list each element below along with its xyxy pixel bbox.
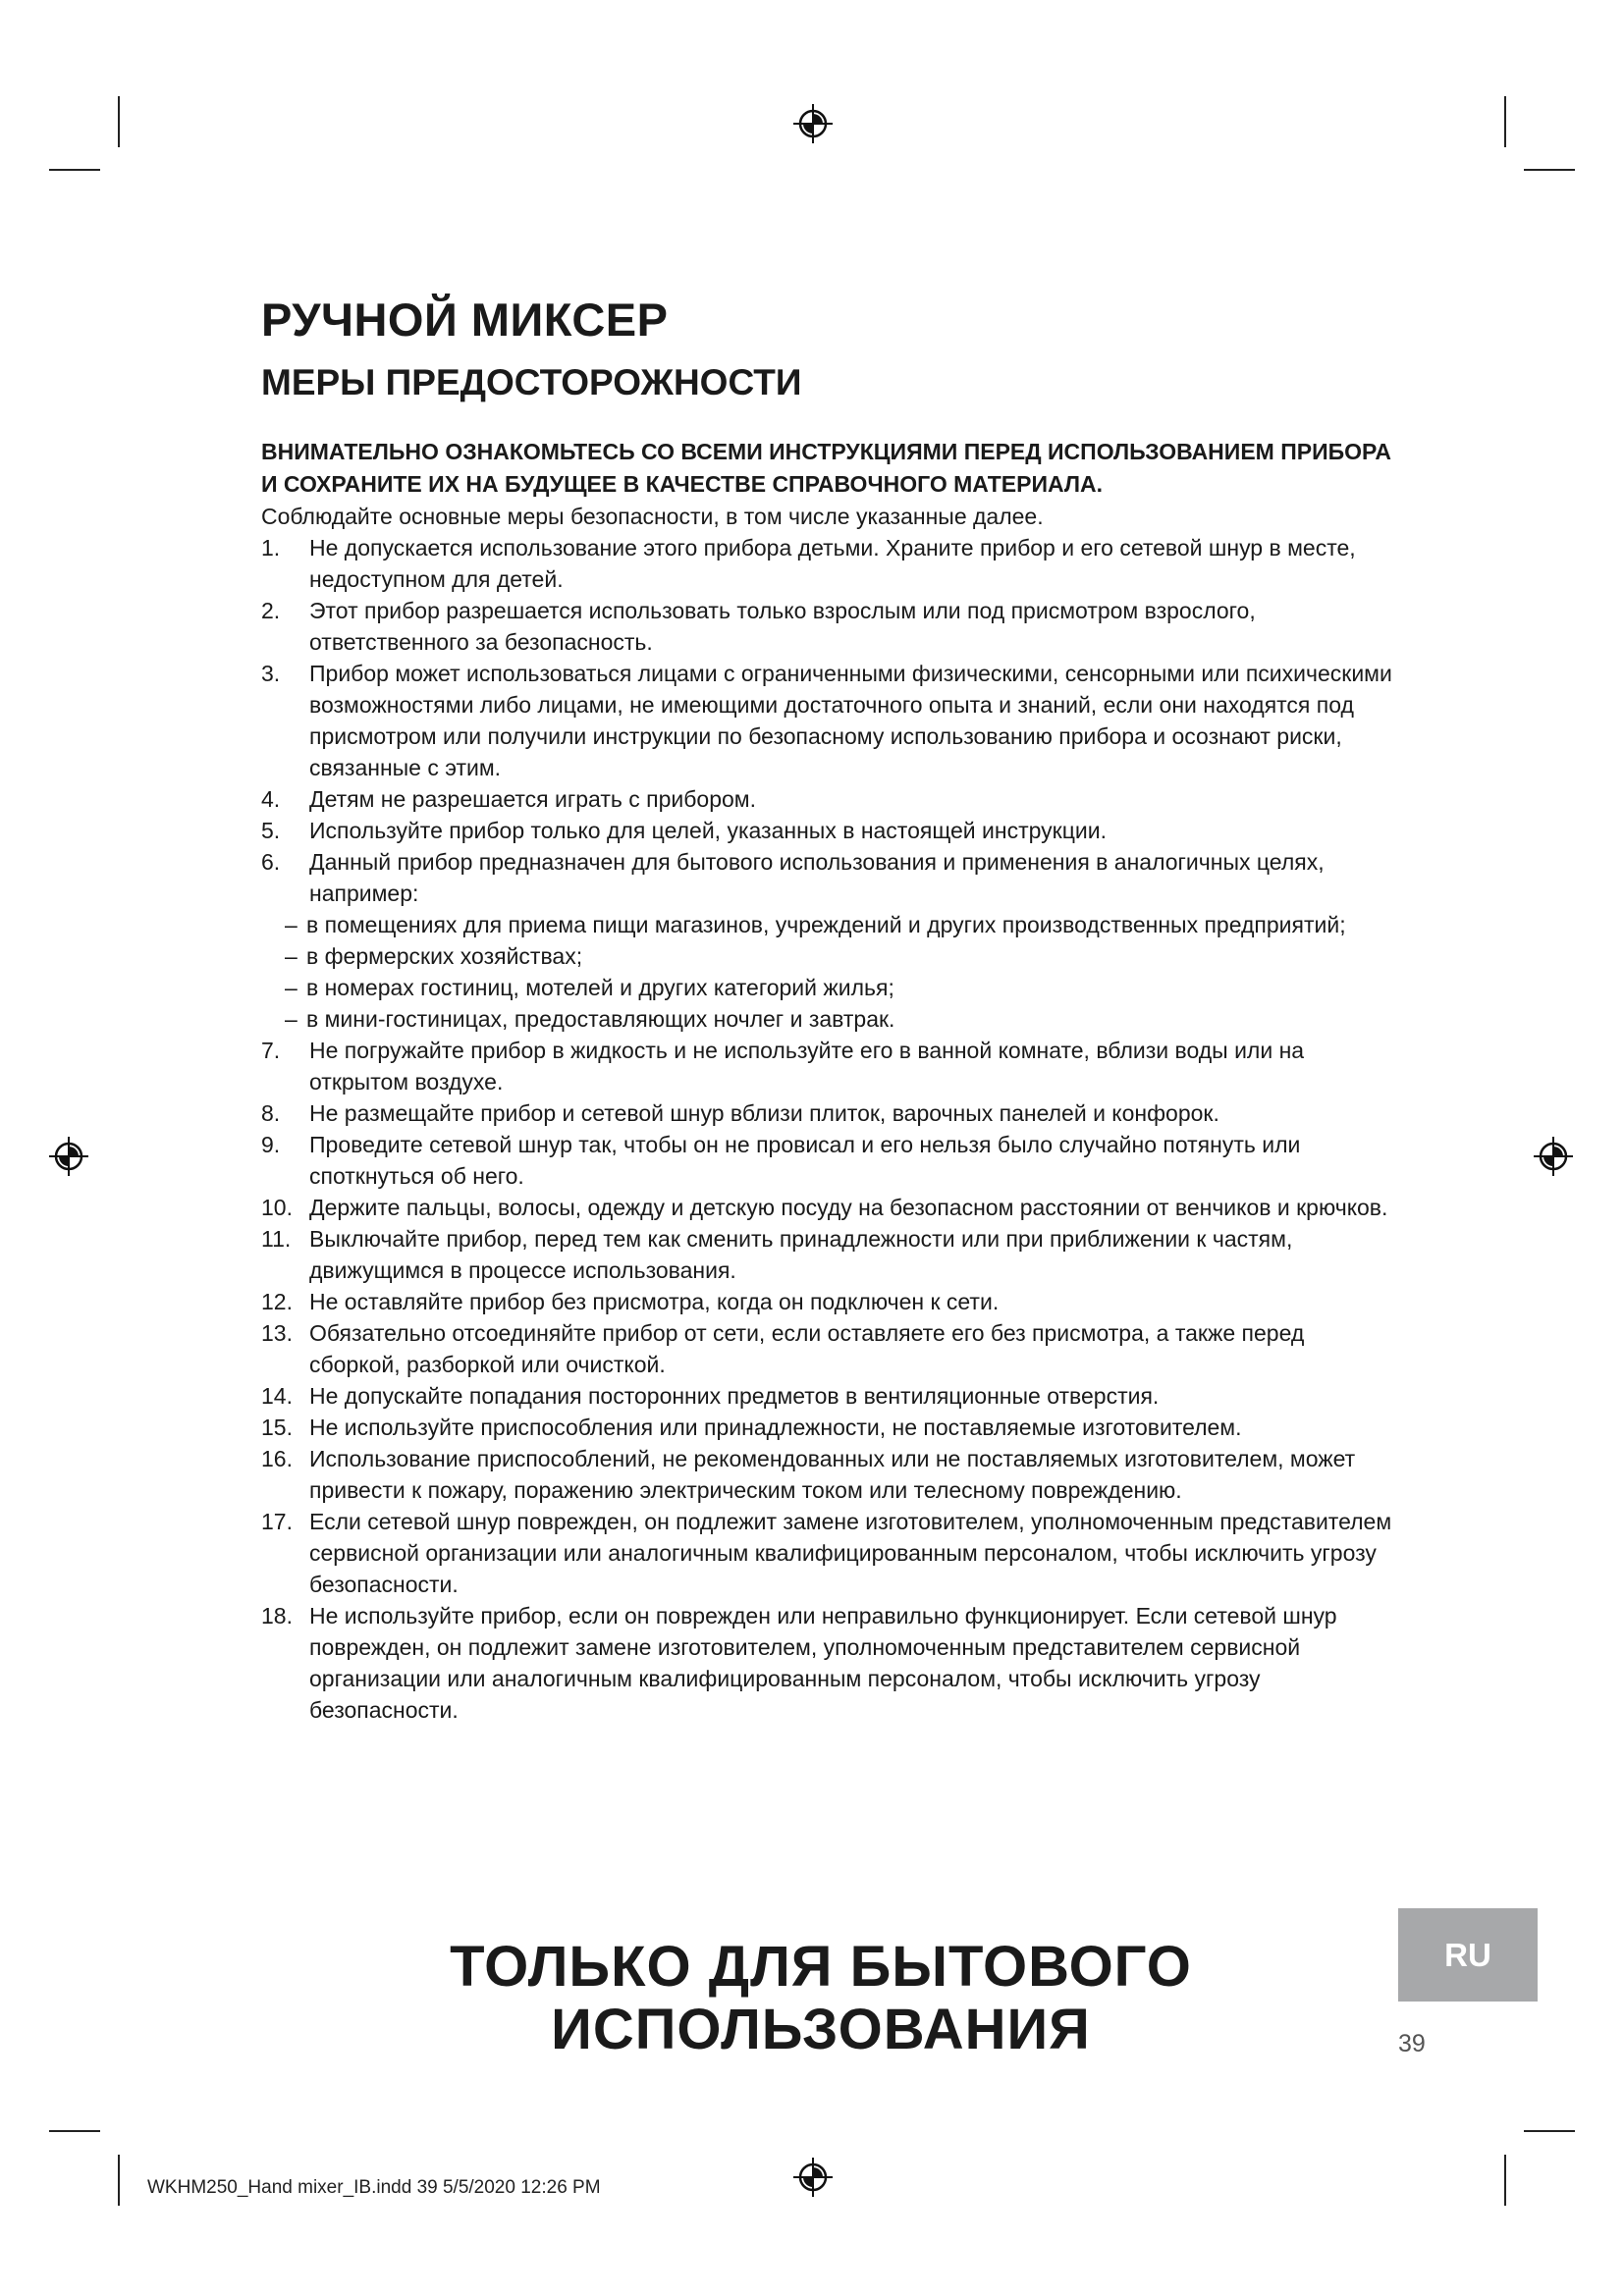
crop-mark xyxy=(118,2155,120,2206)
household-use-heading xyxy=(261,1936,1380,2061)
sub-list-item: – в помещениях для приема пищи магазинов, учреждений и других производственных предприятий; xyxy=(285,912,1346,938)
sub-list-item: – в фермерских хозяйствах; xyxy=(285,943,583,970)
intro-warning: ВНИМАТЕЛЬНО ОЗНАКОМЬТЕСЬ СО ВСЕМИ ИНСТРУКЦИЯМИ ПЕРЕД ИСПОЛЬЗОВАНИЕМ ПРИБОРА И СОХРАНИТЕ ИХ НА БУДУЩЕЕ В КАЧЕСТВЕ СПРАВОЧНОГО МАТЕРИАЛА. xyxy=(261,439,1391,498)
main-content xyxy=(261,294,1400,1726)
list-item: 5. Используйте прибор только для целей, указанных в настоящей инструкции. xyxy=(261,818,1107,844)
list-item: 17. Если сетевой шнур поврежден, он подлежит замене изготовителем, уполномоченным представителем сервисной организации или аналогичным квалифицированным персоналом, чтобы исключить угрозу безопасности. xyxy=(261,1509,1392,1598)
list-item: 7. Не погружайте прибор в жидкость и не используйте его в ванной комнате, вблизи воды или на открытом воздухе. xyxy=(261,1038,1305,1095)
crop-mark xyxy=(49,2130,100,2132)
list-item: 12. Не оставляйте прибор без присмотра, когда он подключен к сети. xyxy=(261,1289,1000,1315)
list-item: 18. Не используйте прибор, если он поврежден или неправильно функционирует. Если сетевой шнур поврежден, он подлежит замене изготовителем, уполномоченным представителем сервисной организации или аналогичным квалифицированным персоналом, чтобы исключить угрозу безопасности. xyxy=(261,1603,1337,1724)
crop-mark xyxy=(1504,2155,1506,2206)
list-item: 1. Не допускается использование этого прибора детьми. Храните прибор и его сетевой шнур в месте, недоступном для детей. xyxy=(261,535,1356,593)
list-item: 8. Не размещайте прибор и сетевой шнур вблизи плиток, варочных панелей и конфорок. xyxy=(261,1100,1219,1127)
language-badge: RU xyxy=(1398,1908,1538,2002)
list-item: 15. Не используйте приспособления или принадлежности, не поставляемые изготовителем. xyxy=(261,1415,1242,1441)
list-item: 9. Проведите сетевой шнур так, чтобы он не провисал и его нельзя было случайно потянуть или споткнуться об него. xyxy=(261,1132,1301,1190)
page-number: 39 xyxy=(1398,2030,1426,2057)
safety-list xyxy=(261,532,1400,1726)
crop-mark xyxy=(49,169,100,171)
crop-mark xyxy=(1524,169,1575,171)
registration-mark-icon xyxy=(47,1135,90,1178)
registration-mark-icon xyxy=(1532,1135,1575,1178)
print-info: WKHM250_Hand mixer_IB.indd 39 5/5/2020 12:26 PM xyxy=(147,2177,601,2198)
registration-mark-icon xyxy=(791,102,835,145)
crop-mark xyxy=(1524,2130,1575,2132)
registration-mark-icon xyxy=(791,2156,835,2199)
crop-mark xyxy=(118,96,120,147)
list-item: 11. Выключайте прибор, перед тем как сменить принадлежности или при приближении к частям, движущимся в процессе использования. xyxy=(261,1226,1293,1284)
list-item: 2. Этот прибор разрешается использовать только взрослым или под присмотром взрослого, ответственного за безопасность. xyxy=(261,598,1256,656)
page-title: РУЧНОЙ МИКСЕР xyxy=(261,294,669,346)
sub-list-item: – в номерах гостиниц, мотелей и других категорий жилья; xyxy=(285,975,894,1001)
list-item: 14. Не допускайте попадания посторонних предметов в вентиляционные отверстия. xyxy=(261,1383,1160,1410)
crop-mark xyxy=(1504,96,1506,147)
list-item: 10. Держите пальцы, волосы, одежду и детскую посуду на безопасном расстоянии от венчиков и крючков. xyxy=(261,1195,1388,1221)
sub-list-item: – в мини-гостиницах, предоставляющих ночлег и завтрак. xyxy=(285,1006,895,1033)
household-use-line-1: ТОЛЬКО ДЛЯ БЫТОВОГО xyxy=(450,1935,1192,1999)
list-item: 4. Детям не разрешается играть с прибором. xyxy=(261,786,756,813)
intro-text: Соблюдайте основные меры безопасности, в том числе указанные далее. xyxy=(261,504,1044,530)
household-use-line-2: ИСПОЛЬЗОВАНИЯ xyxy=(551,1998,1091,2061)
list-item: 13. Обязательно отсоединяйте прибор от сети, если оставляете его без присмотра, а также перед сборкой, разборкой или очисткой. xyxy=(261,1320,1305,1378)
list-item: 16. Использование приспособлений, не рекомендованных или не поставляемых изготовителем, может привести к пожару, поражению электрическим током или телесному повреждению. xyxy=(261,1446,1356,1504)
list-item: 6. Данный прибор предназначен для бытового использования и применения в аналогичных целях, например: xyxy=(261,849,1325,907)
list-item: 3. Прибор может использоваться лицами с ограниченными физическими, сенсорными или психическими возможностями либо лицами, не имеющими достаточного опыта и знаний, если они находятся под присмотром или получили инструкции по безопасному использованию прибора и осознают риски, связанные с этим. xyxy=(261,661,1392,781)
section-title: МЕРЫ ПРЕДОСТОРОЖНОСТИ xyxy=(261,361,802,402)
